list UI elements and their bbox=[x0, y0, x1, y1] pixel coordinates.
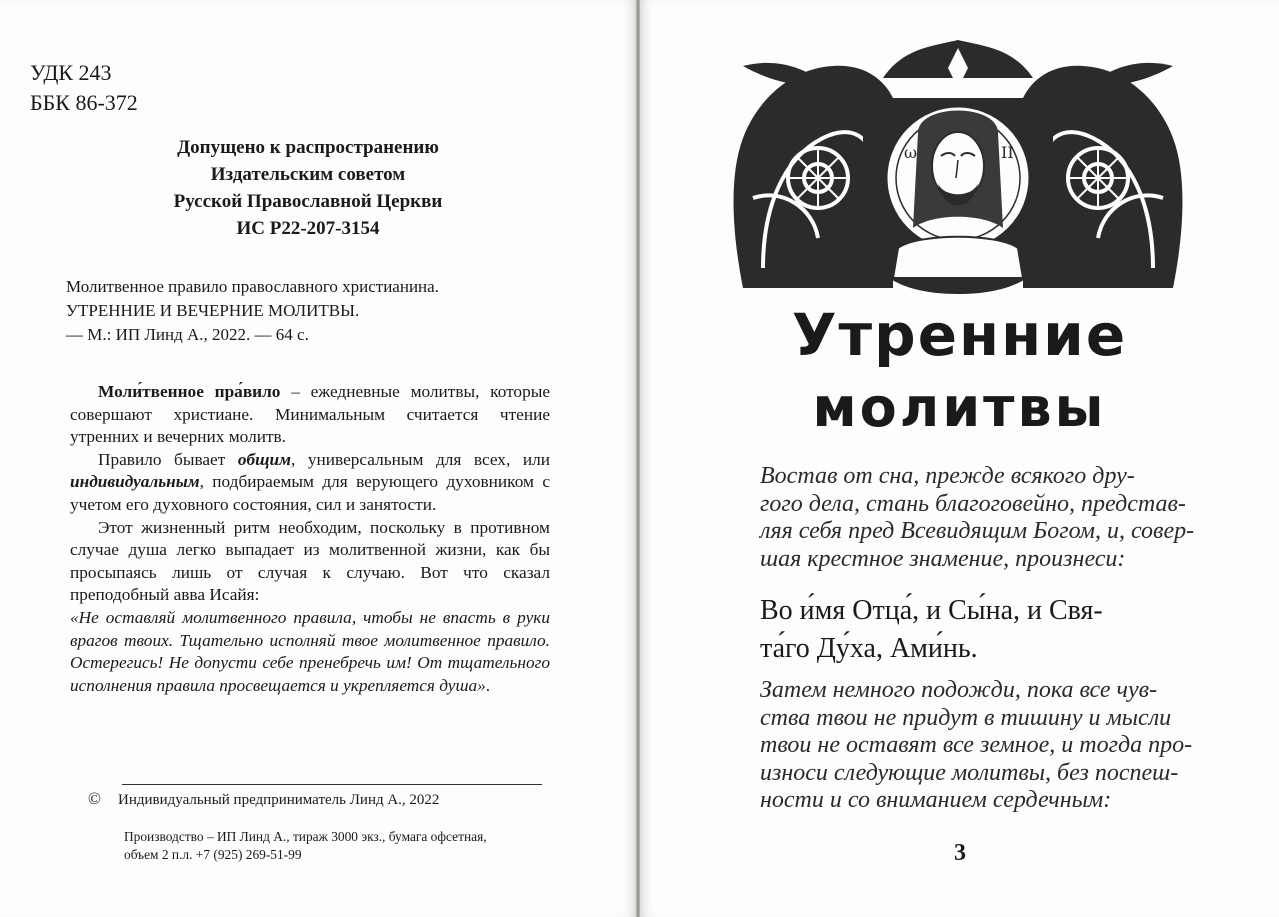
bibliographic-record bbox=[66, 275, 586, 347]
rubric-line: износи следующие молитвы, без поспеш- bbox=[760, 759, 1179, 786]
biblio-line: УТРЕННИЕ И ВЕЧЕРНИЕ МОЛИТВЫ. bbox=[66, 301, 360, 320]
approval-line: Издательским советом bbox=[210, 164, 406, 185]
prayer-line: та́го Ду́ха, Ами́нь. bbox=[760, 633, 978, 664]
rubric-line: Затем немного подожди, пока все чув- bbox=[760, 677, 1158, 703]
svg-text:II: II bbox=[1001, 143, 1014, 162]
approval-code: ИС Р22-207-3154 bbox=[236, 218, 380, 239]
paragraph-text: – ежедневные молитвы, которые совершают христиане. Минимальным считается чтение утренних и вечерних молитв. bbox=[70, 382, 550, 447]
isaiah-quote bbox=[70, 607, 550, 697]
svg-text:ω: ω bbox=[904, 143, 918, 162]
term-individual: индивидуальным bbox=[70, 472, 200, 492]
church-approval bbox=[0, 134, 616, 242]
intro-paragraph bbox=[70, 381, 550, 449]
rubric-line: ства твои не придут в тишину и мысли bbox=[760, 704, 1172, 731]
divider bbox=[122, 784, 542, 785]
biblio-line: Молитвенное правило православного христианина. bbox=[66, 277, 439, 296]
rubric-line: ляя себя пред Всевидящим Богом, и, совер- bbox=[760, 518, 1195, 544]
production-line: Производство – ИП Линд А., тираж 3000 экз., бумага офсетная, bbox=[124, 829, 487, 844]
classification-codes bbox=[30, 58, 138, 118]
intro-paragraph: Этот жизненный ритм необходим, поскольку в противном случае душа легко выпадает из молитвенной жизни, как бы просыпаясь лишь от случая к случаю. Вот что сказал преподобный авва Исайя: bbox=[70, 517, 550, 605]
copyright-holder: Индивидуальный предприниматель Линд А., 2022 bbox=[118, 792, 440, 808]
rubric-line: гого дела, стань благоговейно, представ- bbox=[760, 490, 1186, 517]
intro-text bbox=[70, 381, 550, 697]
intro-paragraph bbox=[70, 449, 550, 517]
production-info bbox=[124, 828, 487, 864]
paragraph-text: , универсальным для всех, или bbox=[290, 449, 550, 469]
term-prayer-rule: Моли́твенное пра́вило bbox=[98, 382, 281, 401]
page-number: 3 bbox=[954, 840, 966, 866]
trinity-prayer bbox=[760, 592, 1103, 668]
paragraph-text: , подбираемым для верующего духовником с учетом его духовного состояния, сил и занятости. bbox=[70, 472, 550, 514]
rubric-instruction-1 bbox=[760, 463, 1205, 573]
rubric-line: ности и со вниманием сердечным: bbox=[760, 787, 1112, 813]
approval-line: Допущено к распространению bbox=[177, 137, 439, 158]
prayer-line: Во и́мя Отца́, и Сы́на, и Свя- bbox=[760, 595, 1103, 626]
rubric-line: Востав от сна, прежде всякого дру- bbox=[760, 463, 1135, 489]
quote-text: «Не оставляй молитвенного правила, чтобы не впасть в руки врагов твоих. Тщательно исполняй твое молитвенное правило. Остерегись! Не допусти себе пренебречь им! От тщательного исполнения правила просвещается и укрепляется душа» bbox=[70, 607, 550, 695]
copyright-icon: © bbox=[88, 789, 101, 808]
rubric-line: шая крестное знамение, произнеси: bbox=[760, 545, 1126, 572]
quote-end: . bbox=[485, 675, 491, 695]
page-title-line-2: молитвы bbox=[812, 376, 1107, 439]
production-line: объем 2 п.л. +7 (925) 269-51-99 bbox=[124, 847, 302, 862]
page-title-line-1: Утренние bbox=[791, 301, 1128, 369]
rubric-instruction-2 bbox=[760, 677, 1205, 815]
rubric-line: твои не оставят все земное, и тогда про- bbox=[760, 732, 1193, 758]
copyright bbox=[88, 788, 439, 811]
udk-code: УДК 243 bbox=[30, 60, 112, 85]
approval-line: Русской Православной Церкви bbox=[173, 191, 443, 212]
icon-ornament-illustration bbox=[723, 38, 1193, 294]
paragraph-text: Правило бывает bbox=[98, 449, 238, 469]
biblio-line: — М.: ИП Линд А., 2022. — 64 с. bbox=[66, 325, 309, 344]
bbk-code: ББК 86-372 bbox=[30, 90, 138, 115]
term-common: общим bbox=[237, 449, 291, 469]
